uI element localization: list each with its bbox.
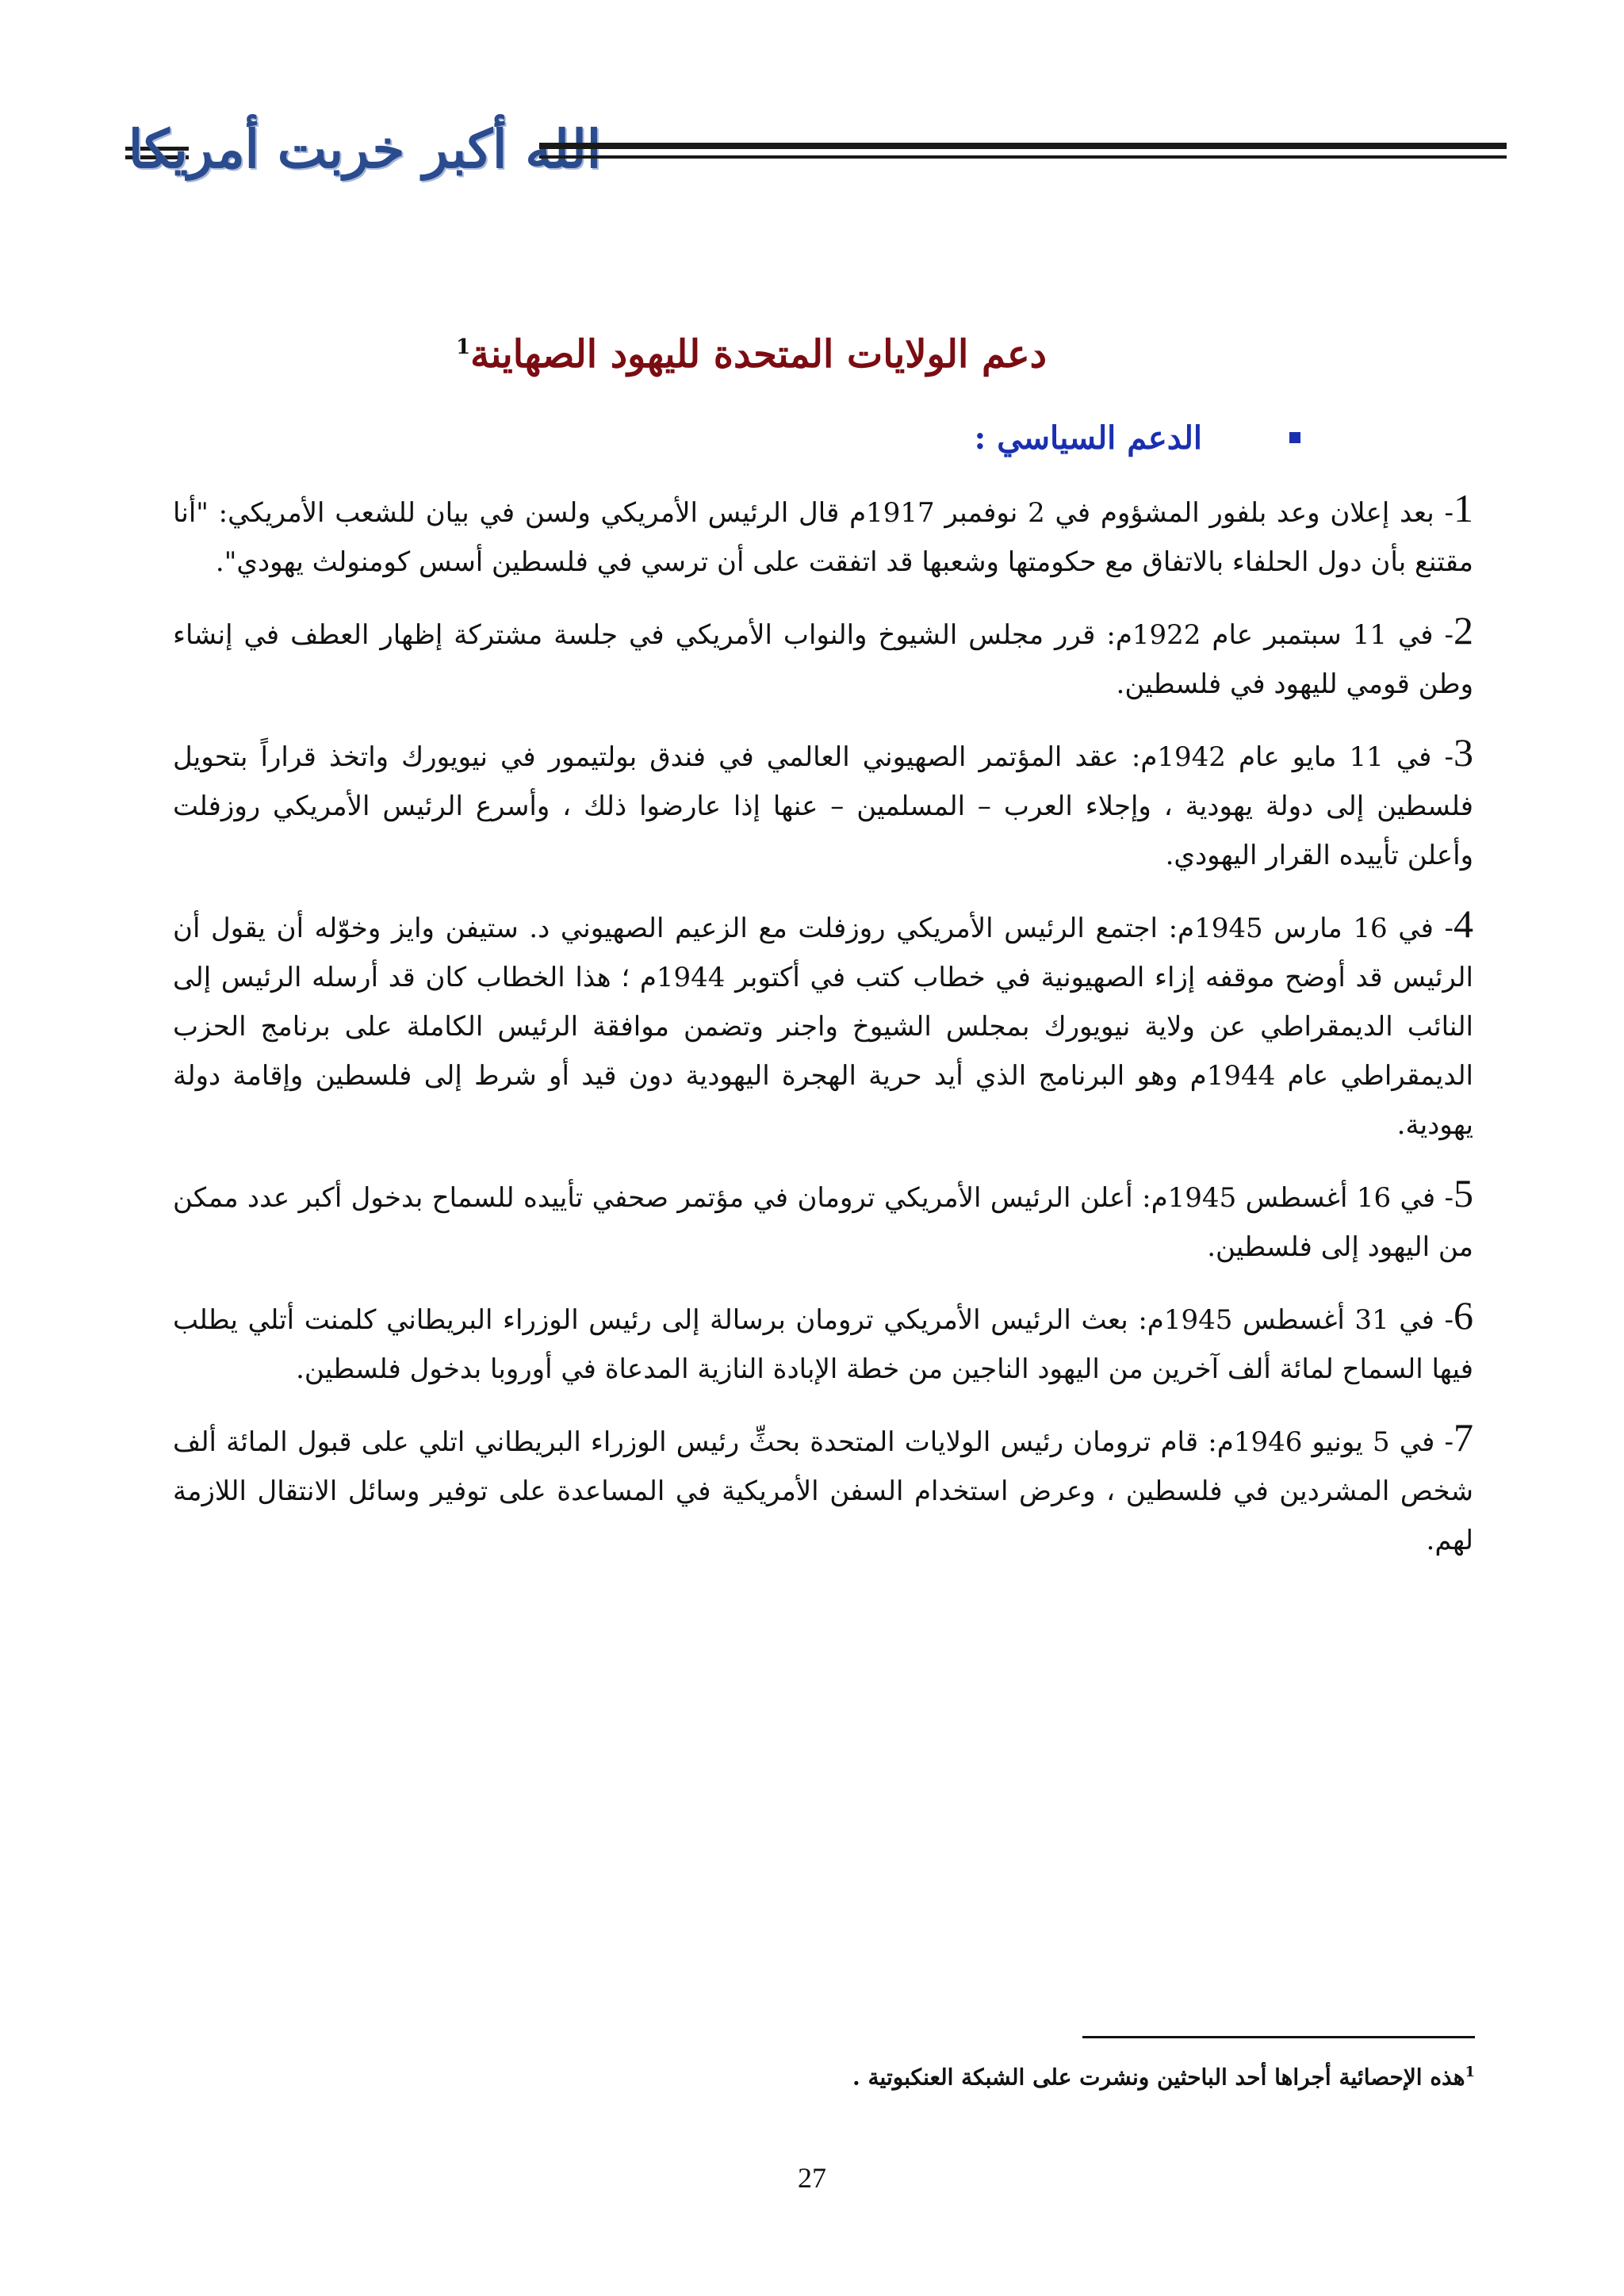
paragraph-text: - في 16 مارس 1945م: اجتمع الرئيس الأمريكي روزفلت مع الزعيم الصهيوني د. ستيفن وايز وخوّله أن يقول أن الرئيس قد أوضح موقفه إزاء الصهيونية في خطاب كتب في أكتوبر 1944م ؛ هذا الخطاب كان قد أرسله الرئيس إلى النائب الديمقراطي عن ولاية نيويورك بمجلس الشيوخ واجنر وتضمن موافقة الرئيس الكاملة على برنامج الحزب الديمقراطي عام 1944م وهو البرنامج الذي أيد حرية الهجرة اليهودية دون قيد أو شرط إلى فلسطين وإقامة دولة يهودية.	[173, 913, 1473, 1141]
paragraph-number: 7	[1454, 1415, 1473, 1460]
paragraph-number: 4	[1454, 901, 1473, 946]
paragraph-4	[173, 899, 1473, 1150]
paragraph-text: - في 11 مايو عام 1942م: عقد المؤتمر الصهيوني العالمي في فندق بولتيمور في نيويورك واتخذ قراراً بتحويل فلسطين إلى دولة يهودية ، وإجلاء العرب – المسلمين – عنها إذا عارضوا ذلك ، وأسرع الرئيس الأمريكي روزفلت وأعلن تأييده القرار اليهودي.	[173, 741, 1473, 871]
footnote-divider	[1082, 2036, 1475, 2038]
paragraph-text: - في 5 يونيو 1946م: قام ترومان رئيس الولايات المتحدة بحثِّ رئيس الوزراء البريطاني اتلي على قبول المائة ألف شخص المشردين في فلسطين ، وعرض استخدام السفن الأمريكية في المساعدة على توفير وسائل الانتقال اللازمة لهم.	[173, 1426, 1473, 1556]
footnote-ref: 1	[1465, 2064, 1475, 2080]
paragraph-3	[173, 728, 1473, 880]
paragraph-text: - بعد إعلان وعد بلفور المشؤوم في 2 نوفمبر 1917م قال الرئيس الأمريكي ولسن في بيان للشعب الأمريكي: "أنا مقتنع بأن دول الحلفاء بالاتفاق مع حكومتها وشعبها قد اتفقت على أن ترسي في فلسطين أسس كومنولث يهودي".	[173, 497, 1473, 578]
body-text	[173, 484, 1473, 1584]
bullet-icon	[1289, 432, 1300, 443]
paragraph-number: 3	[1454, 730, 1473, 775]
paragraph-number: 1	[1454, 486, 1473, 530]
header-logo: الله أكبر خربت أمريكا	[128, 118, 602, 180]
paragraph-5	[173, 1169, 1473, 1272]
paragraph-text: - في 31 أغسطس 1945م: بعث الرئيس الأمريكي ترومان برسالة إلى رئيس الوزراء البريطاني كلمنت أتلي يطلب فيها السماح لمائة ألف آخرين من اليهود الناجين من خطة الإبادة النازية المدعاة في أوروبا بدخول فلسطين.	[173, 1304, 1473, 1385]
header-rule-right	[539, 143, 1507, 159]
paragraph-text: - في 11 سبتمبر عام 1922م: قرر مجلس الشيوخ والنواب الأمريكي في جلسة مشتركة إظهار العطف في إنشاء وطن قومي لليهود في فلسطين.	[173, 619, 1473, 700]
title-text: دعم الولايات المتحدة لليهود الصهاينة	[470, 332, 1047, 377]
paragraph-number: 5	[1454, 1171, 1473, 1215]
paragraph-text: - في 16 أغسطس 1945م: أعلن الرئيس الأمريكي ترومان في مؤتمر صحفي تأييده للسماح بدخول أكبر عدد ممكن من اليهود إلى فلسطين.	[173, 1182, 1473, 1263]
paragraph-number: 6	[1454, 1293, 1473, 1337]
title-footnote-ref[interactable]: 1	[456, 335, 471, 359]
section-heading	[872, 412, 1300, 463]
page-header	[119, 109, 1507, 189]
section-label: الدعم السياسي :	[974, 419, 1202, 457]
paragraph-number: 2	[1454, 608, 1473, 652]
page-number: 27	[798, 2162, 826, 2194]
page-title	[174, 316, 1047, 379]
footnote-text: هذه الإحصائية أجراها أحد الباحثين ونشرت على الشبكة العنكبوتية .	[852, 2064, 1465, 2091]
paragraph-2	[173, 606, 1473, 709]
paragraph-7	[173, 1413, 1473, 1565]
paragraph-1	[173, 484, 1473, 587]
footnote	[634, 2053, 1475, 2096]
paragraph-6	[173, 1291, 1473, 1394]
